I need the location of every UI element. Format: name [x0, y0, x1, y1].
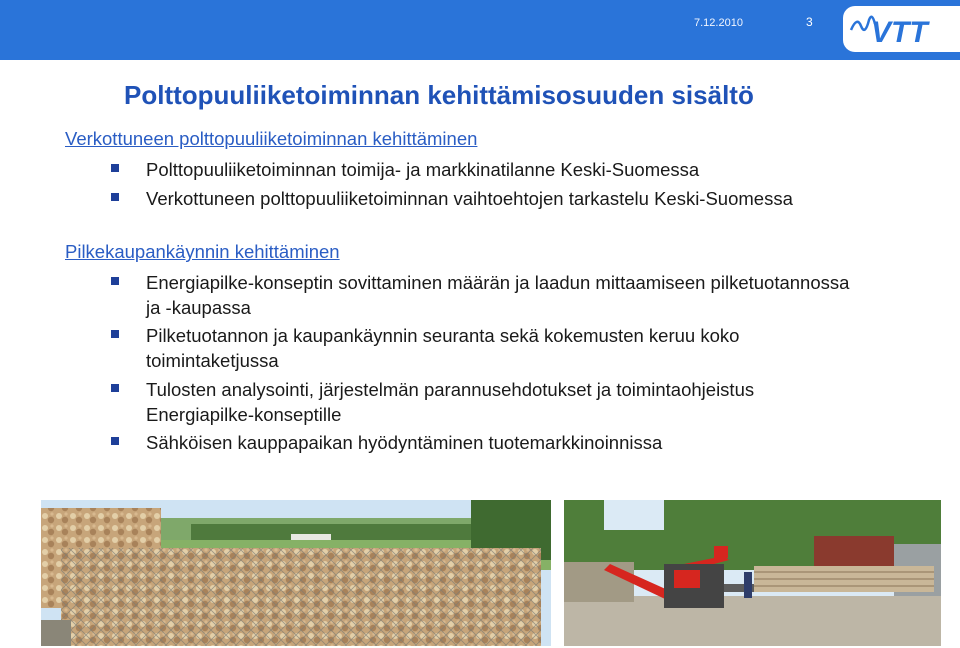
slide-date: 7.12.2010	[694, 17, 743, 29]
bullet-square-icon	[111, 277, 119, 285]
logo-text: VTT	[871, 16, 928, 48]
bullet-text: Polttopuuliiketoiminnan toimija- ja markkinatilanne Keski-Suomessa	[146, 159, 700, 180]
bullet-square-icon	[111, 437, 119, 445]
vtt-logo-icon	[847, 10, 957, 48]
bullet-text: Sähköisen kauppapaikan hyödyntäminen tuotemarkkinoinnissa	[146, 432, 663, 453]
slide-title: Polttopuuliiketoiminnan kehittämisosuuden sisältö	[124, 80, 754, 110]
photo-firewood-processor	[564, 500, 941, 646]
bullet-text: Tulosten analysointi, järjestelmän parannusehdotukset ja toimintaohjeistus Energiapilke-konseptille	[146, 379, 755, 425]
bullet-square-icon	[111, 330, 119, 338]
bullet-square-icon	[111, 164, 119, 172]
section-heading-network: Verkottuneen polttopuuliiketoiminnan kehittäminen	[65, 128, 478, 149]
photo-firewood-stacks	[41, 500, 551, 646]
firewood-processor-machine-icon	[564, 500, 941, 646]
vtt-logo	[843, 6, 960, 52]
bullet-text: Verkottuneen polttopuuliiketoiminnan vaihtoehtojen tarkastelu Keski-Suomessa	[146, 188, 793, 209]
bullet-text: Pilketuotannon ja kaupankäynnin seuranta sekä kokemusten keruu koko toimintaketjussa	[146, 325, 740, 371]
page-number: 3	[806, 15, 813, 29]
stacked-firewood-nets-icon	[41, 500, 551, 646]
bullet-square-icon	[111, 384, 119, 392]
section-heading-trade: Pilkekaupankäynnin kehittäminen	[65, 241, 340, 262]
bullet-text: Energiapilke-konseptin sovittaminen määrän ja laadun mittaamiseen pilketuotannossa ja -kaupassa	[146, 272, 850, 318]
header-bar	[0, 0, 960, 60]
bullet-square-icon	[111, 193, 119, 201]
